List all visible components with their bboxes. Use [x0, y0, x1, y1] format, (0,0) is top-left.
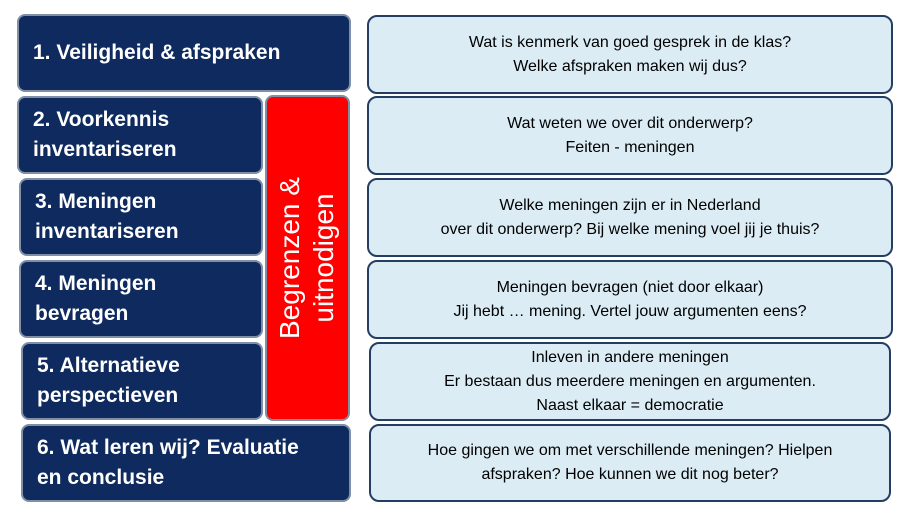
- description-6: [369, 424, 891, 502]
- description-2-line-1: Wat weten we over dit onderwerp?: [507, 114, 753, 132]
- step-2-line-2: inventariseren: [33, 138, 177, 161]
- description-4-line-2: Jij hebt … mening. Vertel jouw argumenten eens?: [453, 302, 807, 320]
- step-3-meningen-inventariseren: [19, 178, 263, 256]
- side-label-line-2: uitnodigen: [308, 193, 339, 323]
- step-2-line-1: 2. Voorkennis: [33, 108, 170, 131]
- description-1-line-1: Wat is kenmerk van goed gesprek in de klas?: [468, 33, 792, 51]
- side-label-line-1: Begrenzen &: [274, 177, 305, 339]
- step-6-evaluatie: [21, 424, 351, 502]
- step-4-meningen-bevragen: [19, 260, 263, 338]
- description-3-line-1: Welke meningen zijn er in Nederland: [499, 196, 761, 214]
- description-4: [367, 260, 893, 339]
- description-5-line-1: Inleven in andere meningen: [531, 348, 729, 366]
- step-6-line-2: en conclusie: [37, 466, 165, 489]
- description-2-line-2: Feiten - meningen: [565, 138, 695, 156]
- description-5-line-3: Naast elkaar = democratie: [536, 396, 724, 414]
- description-5-line-2: Er bestaan dus meerdere meningen en argumenten.: [444, 372, 816, 390]
- step-5-line-1: 5. Alternatieve: [37, 354, 180, 377]
- step-2-voorkennis: [17, 96, 263, 174]
- begrenzen-uitnodigen-label: [273, 177, 341, 339]
- description-4-line-1: Meningen bevragen (niet door elkaar): [496, 278, 764, 296]
- description-5: [369, 342, 891, 421]
- step-5-line-2: perspectieven: [37, 384, 179, 407]
- step-1-veiligheid: [17, 14, 351, 92]
- step-4-line-1: 4. Meningen: [35, 272, 157, 295]
- step-5-alternatieve-perspectieven: [21, 342, 263, 420]
- step-4-line-2: bevragen: [35, 302, 129, 325]
- description-3: [367, 178, 893, 257]
- description-2: [367, 96, 893, 175]
- step-6-line-1: 6. Wat leren wij? Evaluatie: [37, 436, 299, 459]
- description-1-line-2: Welke afspraken maken wij dus?: [513, 57, 747, 75]
- description-6-line-2: afspraken? Hoe kunnen we dit nog beter?: [481, 466, 779, 483]
- step-3-line-1: 3. Meningen: [35, 190, 157, 213]
- description-3-line-2: over dit onderwerp? Bij welke mening voel jij je thuis?: [440, 220, 820, 238]
- step-3-line-2: inventariseren: [35, 220, 179, 243]
- description-1: [367, 15, 893, 94]
- step-1-line-1: 1. Veiligheid & afspraken: [33, 41, 281, 64]
- description-6-line-1: Hoe gingen we om met verschillende meningen? Hielpen: [427, 442, 833, 459]
